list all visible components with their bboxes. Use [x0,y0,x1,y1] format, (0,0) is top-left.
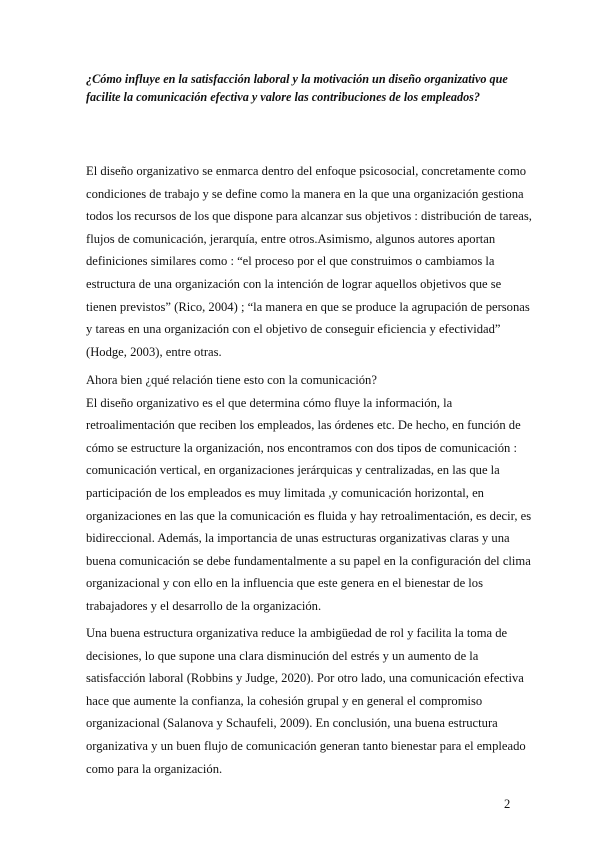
title-line: facilite la comunicación efectiva y valore las contribuciones de los empleados? [86,90,480,104]
text-line: participación de los empleados es muy limitada ,y comunicación horizontal, en [86,485,484,500]
text-line: cómo se estructure la organización, nos encontramos con dos tipos de comunicación : [86,440,517,455]
text-line: Ahora bien ¿qué relación tiene esto con la comunicación? [86,373,377,387]
paragraph-1 [86,160,532,363]
text-line: El diseño organizativo se enmarca dentro del enfoque psicosocial, concretamente como [86,164,527,178]
text-line: comunicación vertical, en organizaciones jerárquicas y centralizadas, en las que la [86,463,500,478]
document-title [86,70,516,106]
text-line: trabajadores y el desarrollo de la organización. [86,598,322,613]
text-line: satisfacción laboral (Robbins y Judge, 2020). Por otro lado, una comunicación efectiva [86,671,524,686]
text-line: y tareas en una organización con el objetivo de conseguir eficiencia y efectividad” [86,322,501,337]
title-line: ¿Cómo influye en la satisfacción laboral y la motivación un diseño organizativo que [86,72,508,86]
text-line: decisiones, lo que supone una clara disminución del estrés y un aumento de la [86,648,479,663]
text-line: organizacional y con ello en la influencia que este genera en el bienestar de los [86,576,483,591]
paragraph-2 [86,369,532,618]
text-line: definiciones similares como : “el proceso por el que construimos o cambiamos la [86,254,495,269]
text-line: todos los recursos de los que dispone para alcanzar sus objetivos : distribución de tareas, [86,209,532,224]
text-line: organizaciones en las que la comunicación es fluida y hay retroalimentación, es decir, es [86,508,532,523]
text-line: organizacional (Salanova y Schaufeli, 2009). En conclusión, una buena estructura [86,716,498,731]
paragraph-3 [86,622,526,780]
text-line: organizativa y un buen flujo de comunicación generan tanto bienestar para el empleado [86,738,526,753]
page-number: 2 [504,797,511,811]
text-line: como para la organización. [86,761,223,776]
text-line: flujos de comunicación, jerarquía, entre otros.Asimismo, algunos autores aportan [86,231,496,246]
text-line: El diseño organizativo es el que determina cómo fluye la información, la [86,395,453,410]
text-line: estructura de una organización con la intención de lograr aquellos objetivos que se [86,276,502,291]
text-line: bidireccional. Además, la importancia de unas estructuras organizativas claras y una [86,531,510,546]
text-line: tienen previstos” (Rico, 2004) ; “la manera en que se produce la agrupación de personas [86,299,530,314]
text-line: condiciones de trabajo y se define como la manera en la que una organización gestiona [86,186,524,201]
text-line: buena comunicación se debe fundamentalmente a su papel en la configuración del clima [86,553,531,568]
text-line: hace que aumente la confianza, la cohesión grupal y en general el compromiso [86,693,483,708]
text-line: retroalimentación que reciben los empleados, las órdenes etc. De hecho, en función de [86,418,521,433]
text-line: (Hodge, 2003), entre otras. [86,344,222,359]
text-line: Una buena estructura organizativa reduce la ambigüedad de rol y facilita la toma de [86,626,508,640]
